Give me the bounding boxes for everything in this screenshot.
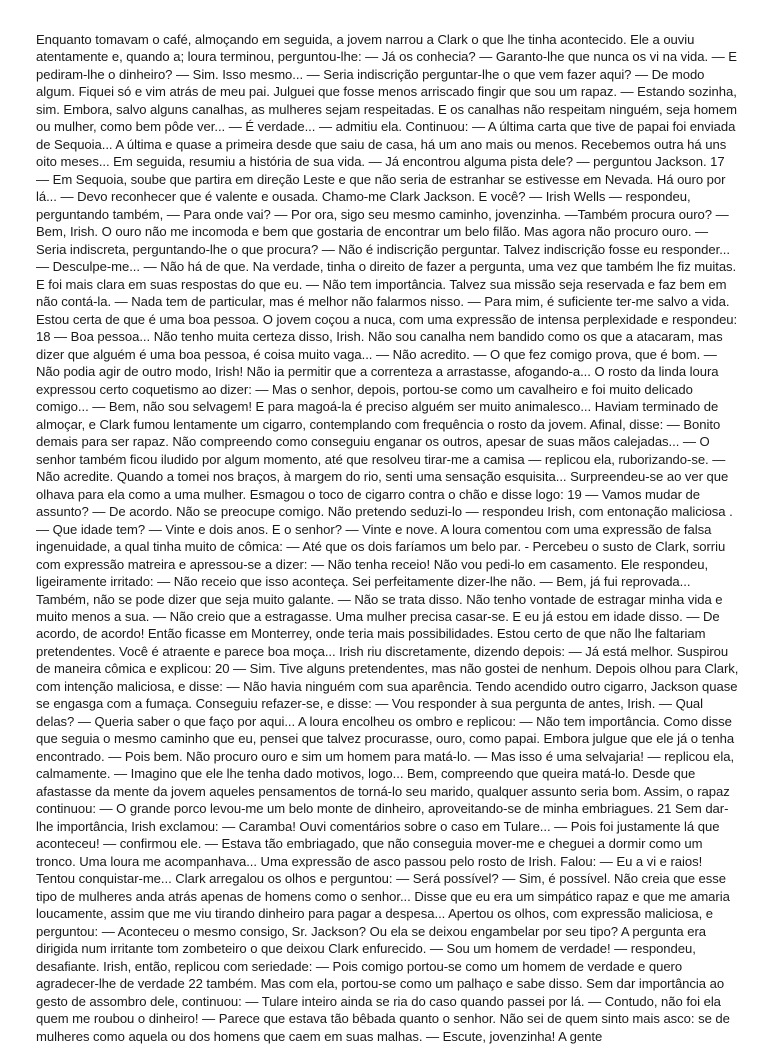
body-text: Enquanto tomavam o café, almoçando em seguida, a jovem narrou a Clark o que lhe tinha acontecido. Ele a ouviu atentamente e, quando a; loura terminou, perguntou-lhe: — Já os conhecia? — Garanto-lhe que nunca os vi na vida. — E pediram-lhe o dinheiro? — Sim. Isso mesmo... — Seria indiscrição perguntar-lhe o que vem fazer aqui? — De modo algum. Fiquei só e vim atrás de meu pai. Julguei que fosse menos arriscado fingir que sou um rapaz. — Estando sozinha, sim. Embora, salvo alguns canalhas, as mulheres sejam respeitadas. E os canalhas não respeitam ninguém, seja homem ou mulher, como bem pôde ver... — É verdade... — admitiu ela. Continuou: — A última carta que tive de papai foi enviada de Sequoia... A última e quase a primeira desde que saiu de casa, há um ano mais ou menos. Recebemos outra há uns oito meses... Em seguida, resumiu a história de sua vida. — Já encontrou alguma pista dele? — perguntou Jackson. 17 — Em Sequoia, soube que partira em direção Leste e que não seria de estranhar se estivesse em Nevada. Há ouro por lá... — Devo reconhecer que é valente e ousada. Chamo-me Clark Jackson. E você? — Irish Wells — respondeu, perguntando também, — Para onde vai? — Por ora, sigo seu mesmo caminho, jovenzinha. —Também procura ouro? — Bem, Irish. O ouro não me incomoda e bem que gostaria de encontrar um belo filão. Mas agora não procuro ouro. — Seria indiscreta, perguntando-lhe o que procura? — Não é indiscrição perguntar. Talvez indiscrição fosse eu responder... — Desculpe-me... — Não há de que. Na verdade, tinha o direito de fazer a pergunta, uma vez que também lhe fiz muitas. E foi mais clara em suas respostas do que eu. — Não tem importância. Talvez sua missão seja reservada e faz bem em não contá-la. — Nada tem de particular, mas é melhor não falarmos nisso. — Para mim, é suficiente ter-me salvo a vida. Estou certa de que é uma boa pessoa. O jovem coçou a nuca, com uma expressão de intensa perplexidade e respondeu: 18 — Boa pessoa... Não tenho muita certeza disso, Irish. Não sou canalha nem bandido como os que a atacaram, mas dizer que alguém é uma boa pessoa, é coisa muito vaga... — Não acredito. — O que fez comigo prova, que é bom. — Não podia agir de outro modo, Irish! Não ia permitir que a correnteza a arrastasse, afogando-a... O rosto da linda loura expressou certo coquetismo ao dizer: — Mas o senhor, depois, portou-se como um cavalheiro e foi muito delicado comigo... — Bem, não sou selvagem! E para magoá-la é preciso alguém ser muito animalesco... Haviam terminado de almoçar, e Clark fumou lentamente um cigarro, contemplando com frequência o rosto da jovem. Afinal, disse: — Bonito demais para ser rapaz. Não compreendo como conseguiu enganar os outros, apesar de suas mãos calejadas... — O senhor também ficou iludido por algum momento, até que resolveu tirar-me a camisa — replicou ela, ruborizando-se. — Não acredite. Quando a tomei nos braços, à margem do rio, senti uma sensação esquisita... Surpreendeu-se ao ver que olhava para ela como a uma mulher. Esmagou o toco de cigarro contra o chão e disse logo: 19 — Vamos mudar de assunto? — De acordo. Não se preocupe comigo. Não pretendo seduzi-lo — respondeu Irish, com entonação maliciosa . — Que idade tem? — Vinte e dois anos. E o senhor? — Vinte e nove. A loura comentou com uma expressão de falsa ingenuidade, a qual tinha muito de cômica: — Até que os dois faríamos um belo par. - Percebeu o susto de Clark, sorriu com expressão matreira e apressou-se a dizer: — Não tenha receio! Não vou pedi-lo em casamento. Ele respondeu, ligeiramente irritado: — Não receio que isso aconteça. Sei perfeitamente dizer-lhe não. — Bem, já fui reprovada... Também, não se pode dizer que seja muito galante. — Não se trata disso. Não tenho vontade de estragar minha vida e muito menos a sua. — Não creio que a estragasse. Uma mulher precisa casar-se. E eu já estou em idade disso. — De acordo, de acordo! Então ficasse em Monterrey, onde teria mais possibilidades. Estou certo de que não lhe faltariam pretendentes. Você é atraente e parece boa moça... Irish riu discretamente, dizendo depois: — Já está melhor. Suspirou de maneira cômica e explicou: 20 — Sim. Tive alguns pretendentes, mas não gostei de nenhum. Depois olhou para Clark, com intenção maliciosa, e disse: — Não havia ninguém com sua aparência. Tendo acendido outro cigarro, Jackson quase se engasga com a fumaça. Conseguiu refazer-se, e disse: — Vou responder à sua pergunta de antes, Irish. — Qual delas? — Queria saber o que faço por aqui... A loura encolheu os ombro e replicou: — Não tem importância. Como disse que seguia o mesmo caminho que eu, pensei que talvez procurasse, ouro, como papai. Embora julgue que ele já o tenha encontrado. — Pois bem. Não procuro ouro e sim um homem para matá-lo. — Mas isso é uma selvajaria! — replicou ela, calmamente. — Imagino que ele lhe tenha dado motivos, logo... Bem, compreendo que queira matá-lo. Desde que afastasse da mente da jovem aqueles pensamentos de torná-lo seu marido, qualquer assunto seria bom. Assim, o rapaz continuou: — O grande porco levou-me um belo monte de dinheiro, aproveitando-se de minha embriagues. 21 Sem dar-lhe importância, Irish exclamou: — Caramba! Ouvi comentários sobre o caso em Tulare... — Pois foi justamente lá que aconteceu! — confirmou ele. — Estava tão embriagado, que não conseguia mover-me e cheguei a dormir como um tronco. Uma loura me acompanhava... Uma expressão de asco passou pelo rosto de Irish. Falou: — Eu a vi e raios! Tentou conquistar-me... Clark arregalou os olhos e perguntou: — Será possível? — Sim, é possível. Não creia que esse tipo de mulheres anda atrás apenas de homens como o senhor... Disse que eu era um simpático rapaz e que me amaria loucamente, assim que me viu tirando dinheiro para pagar a despesa... Apertou os olhos, com expressão maliciosa, e perguntou: — Aconteceu o mesmo consigo, Sr. Jackson? Ou ela se deixou engambelar por seu tipo? A pergunta era dirigida num irritante tom zombeteiro o que deixou Clark enfurecido. — Sou um homem de verdade! — respondeu, desafiante. Irish, então, replicou com seriedade: — Pois comigo portou-se como um homem de verdade e quero agradecer-lhe de verdade 22 também. Mas com ela, portou-se como um palhaço e sabe disso. Sem dar importância ao gesto de assombro dele, continuou: — Tulare inteiro ainda se ria do caso quando passei por lá. — Contudo, não foi ela quem me roubou o dinheiro! — Parece que estava tão bêbada quanto o senhor. Não sei de quem sinto mais asco: se de mulheres como aquela ou dos homens que caem em suas malhas. — Escute, jovenzinha! A gente [36,32,739,1044]
